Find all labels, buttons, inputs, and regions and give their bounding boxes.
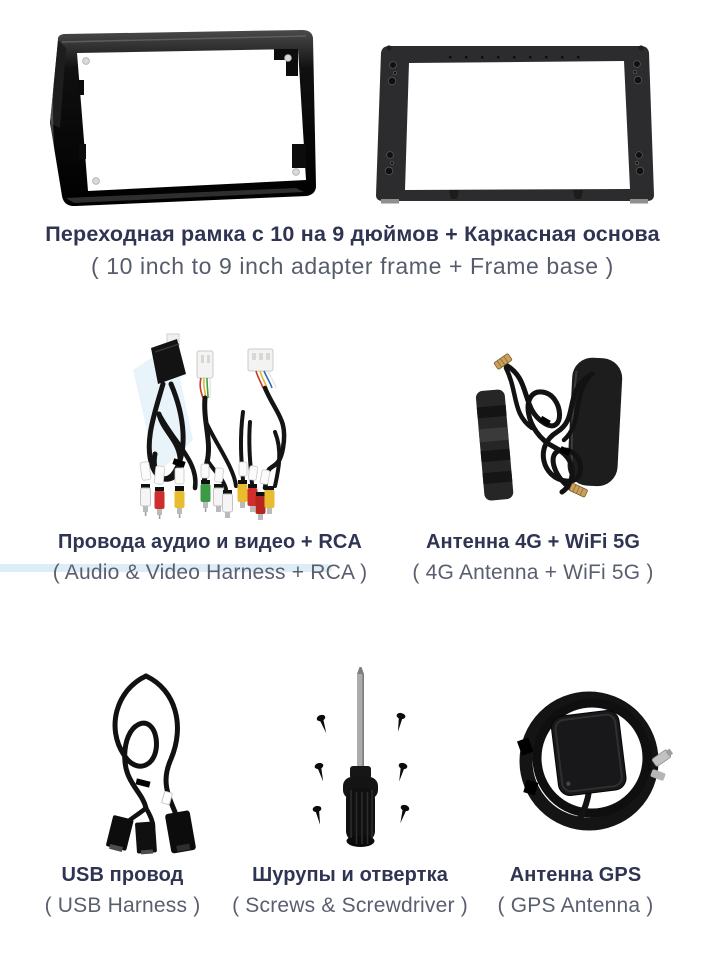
4g-wifi-antenna-photo	[462, 332, 660, 520]
harness-label-ru: Провода аудио и видео + RCA	[58, 531, 362, 553]
screws-screwdriver-photo	[293, 666, 428, 856]
gps-label-ru: Антенна GPS	[509, 864, 642, 886]
antenna-4g-label-ru: Антенна 4G + WiFi 5G	[425, 531, 641, 553]
usb-label-ru: USB провод	[61, 864, 184, 886]
usb-cable-photo	[68, 662, 223, 857]
usb-label-en: ( USB Harness )	[44, 894, 201, 917]
harness-label-en: ( Audio & Video Harness + RCA )	[52, 561, 368, 584]
frames-label-ru: Переходная рамка с 10 на 9 дюймов + Каркасная основа	[45, 222, 660, 246]
gps-label-en: ( GPS Antenna )	[497, 894, 654, 917]
av-harness-rca-photo	[115, 322, 325, 527]
screws-label-en: ( Screws & Screwdriver )	[232, 894, 468, 917]
antenna-4g-label-en: ( 4G Antenna + WiFi 5G )	[412, 561, 654, 584]
gps-antenna-photo	[503, 663, 678, 855]
frames-label-en: ( 10 inch to 9 inch adapter frame + Frame base )	[91, 253, 614, 279]
adapter-frame-photo	[36, 28, 326, 206]
screws-label-ru: Шурупы и отвертка	[252, 864, 448, 886]
frame-base-photo	[365, 33, 665, 205]
